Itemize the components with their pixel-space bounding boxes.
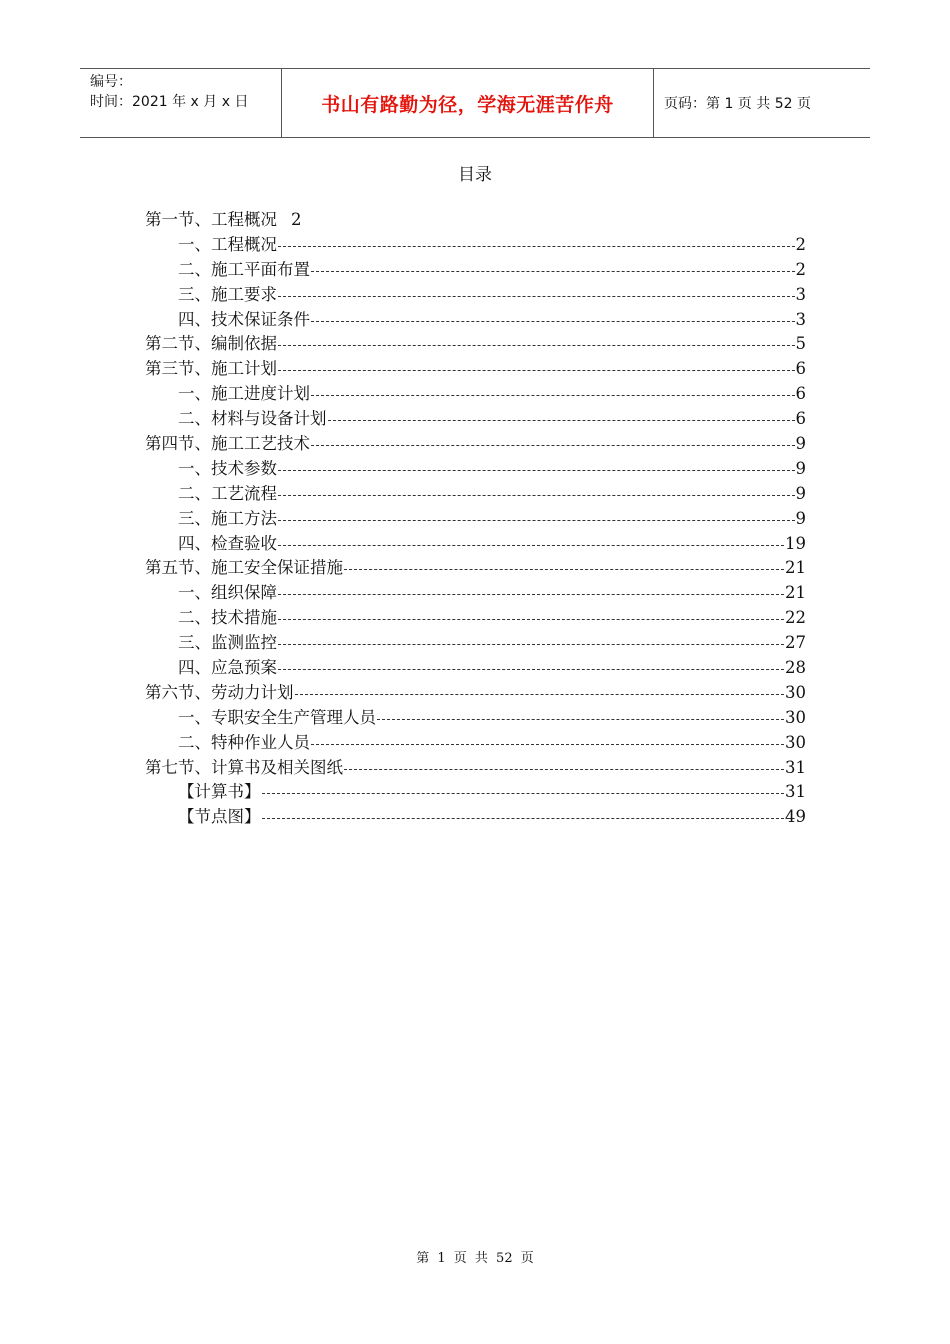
toc-entry[interactable]	[145, 432, 806, 457]
toc-entry[interactable]	[145, 731, 806, 756]
toc-entry-label: 第六节、劳动力计划	[145, 682, 294, 702]
toc-entry-label: 【节点图】	[178, 807, 261, 827]
dot-leader	[328, 407, 795, 432]
toc-entry[interactable]	[145, 556, 806, 581]
page-header	[80, 68, 870, 138]
toc-entry-label: 第三节、施工计划	[145, 359, 277, 379]
toc-entry[interactable]	[145, 706, 806, 731]
toc-entry[interactable]	[145, 308, 806, 333]
toc-entry-label: 一、施工进度计划	[178, 384, 310, 404]
dot-leader	[278, 283, 795, 308]
dot-leader	[377, 706, 784, 731]
toc-entry[interactable]	[145, 407, 806, 432]
toc-entry-label: 一、工程概况	[178, 234, 277, 254]
toc-entry[interactable]	[145, 382, 806, 407]
toc-entry-label: 二、工艺流程	[178, 483, 277, 503]
dot-leader	[262, 780, 785, 805]
header-motto: 书山有路勤为径，学海无涯苦作舟	[282, 69, 654, 137]
toc-entry[interactable]	[145, 233, 806, 258]
toc-entry-label: 三、监测监控	[178, 633, 277, 653]
dot-leader	[311, 432, 795, 457]
dot-leader	[311, 258, 795, 283]
dot-leader	[278, 532, 784, 557]
toc-entry-page: 31	[785, 757, 806, 777]
toc-entry[interactable]	[145, 283, 806, 308]
toc-entry[interactable]	[145, 507, 806, 532]
toc-entry-label: 一、技术参数	[178, 458, 277, 478]
dot-leader	[278, 507, 795, 532]
toc-entry-page: 9	[795, 434, 806, 454]
header-meta	[80, 69, 282, 137]
toc-entry-page: 22	[785, 608, 806, 628]
toc-entry[interactable]	[145, 258, 806, 283]
toc-entry-page: 21	[785, 558, 806, 578]
toc-entry-page: 9	[795, 458, 806, 478]
table-of-contents	[145, 208, 806, 830]
toc-entry-label: 第一节、工程概况	[145, 210, 277, 229]
toc-entry[interactable]	[145, 656, 806, 681]
toc-entry-label: 第七节、计算书及相关图纸	[145, 757, 343, 777]
toc-entry-label: 第四节、施工工艺技术	[145, 434, 310, 454]
toc-entry[interactable]	[145, 631, 806, 656]
toc-entry-label: 三、施工要求	[178, 284, 277, 304]
toc-entry-page: 3	[795, 284, 806, 304]
toc-entry-page: 27	[785, 633, 806, 653]
toc-entry[interactable]	[145, 756, 806, 781]
toc-entry-label: 四、技术保证条件	[178, 309, 310, 329]
toc-entry[interactable]	[145, 457, 806, 482]
dot-leader	[278, 656, 784, 681]
toc-entry-label: 二、材料与设备计划	[178, 409, 327, 429]
toc-entry[interactable]	[145, 805, 806, 830]
dot-leader	[295, 681, 785, 706]
toc-entry[interactable]	[145, 581, 806, 606]
dot-leader	[311, 731, 784, 756]
toc-entry-page: 2	[291, 210, 302, 229]
toc-entry-page: 49	[785, 807, 806, 827]
toc-entry-label: 二、技术措施	[178, 608, 277, 628]
dot-leader	[311, 382, 795, 407]
toc-entry-page: 3	[795, 309, 806, 329]
toc-entry[interactable]	[145, 532, 806, 557]
toc-entry-page: 5	[795, 334, 806, 354]
dot-leader	[278, 631, 784, 656]
toc-entry-page: 6	[795, 384, 806, 404]
dot-leader	[278, 482, 795, 507]
toc-entry-page: 6	[795, 409, 806, 429]
toc-entry-page: 31	[785, 782, 806, 802]
toc-entry-page: 21	[785, 583, 806, 603]
toc-entry-label: 【计算书】	[178, 782, 261, 802]
dot-leader	[278, 233, 795, 258]
toc-entry-page: 9	[795, 483, 806, 503]
toc-entry-label: 二、施工平面布置	[178, 259, 310, 279]
toc-entry-page: 30	[785, 732, 806, 752]
toc-entry[interactable]	[145, 357, 806, 382]
toc-entry-page: 19	[785, 533, 806, 553]
toc-entry[interactable]	[145, 482, 806, 507]
number-label: 编号：	[90, 74, 132, 90]
dot-leader	[344, 756, 784, 781]
toc-entry-page: 6	[795, 359, 806, 379]
toc-entry-page: 28	[785, 658, 806, 678]
page-footer: 第 1 页 共 52 页	[416, 1251, 534, 1266]
toc-entry[interactable]	[145, 606, 806, 631]
toc-entry-label: 三、施工方法	[178, 508, 277, 528]
toc-entry-label: 一、专职安全生产管理人员	[178, 707, 376, 727]
toc-entry-label: 第五节、施工安全保证措施	[145, 558, 343, 578]
toc-entry-page: 9	[795, 508, 806, 528]
dot-leader	[278, 606, 784, 631]
toc-entry-page: 2	[795, 234, 806, 254]
toc-entry-label: 四、应急预案	[178, 658, 277, 678]
toc-title: 目录	[458, 165, 492, 185]
dot-leader	[311, 308, 795, 333]
toc-entry-label: 第二节、编制依据	[145, 334, 277, 354]
toc-entry-label: 二、特种作业人员	[178, 732, 310, 752]
time-label: 时间：2021 年 x 月 x 日	[90, 94, 249, 110]
dot-leader	[278, 357, 795, 382]
toc-entry[interactable]	[145, 208, 806, 233]
dot-leader	[262, 805, 785, 830]
toc-entry[interactable]	[145, 332, 806, 357]
toc-entry-page: 2	[795, 259, 806, 279]
toc-entry-label: 一、组织保障	[178, 583, 277, 603]
toc-entry-page: 30	[785, 707, 806, 727]
header-page-info: 页码：第 1 页 共 52 页	[664, 96, 811, 112]
dot-leader	[278, 332, 795, 357]
toc-entry-label: 四、检查验收	[178, 533, 277, 553]
toc-entry[interactable]	[145, 780, 806, 805]
toc-entry[interactable]	[145, 681, 806, 706]
dot-leader	[278, 457, 795, 482]
dot-leader	[278, 581, 784, 606]
toc-entry-page: 30	[785, 682, 806, 702]
dot-leader	[344, 556, 784, 581]
